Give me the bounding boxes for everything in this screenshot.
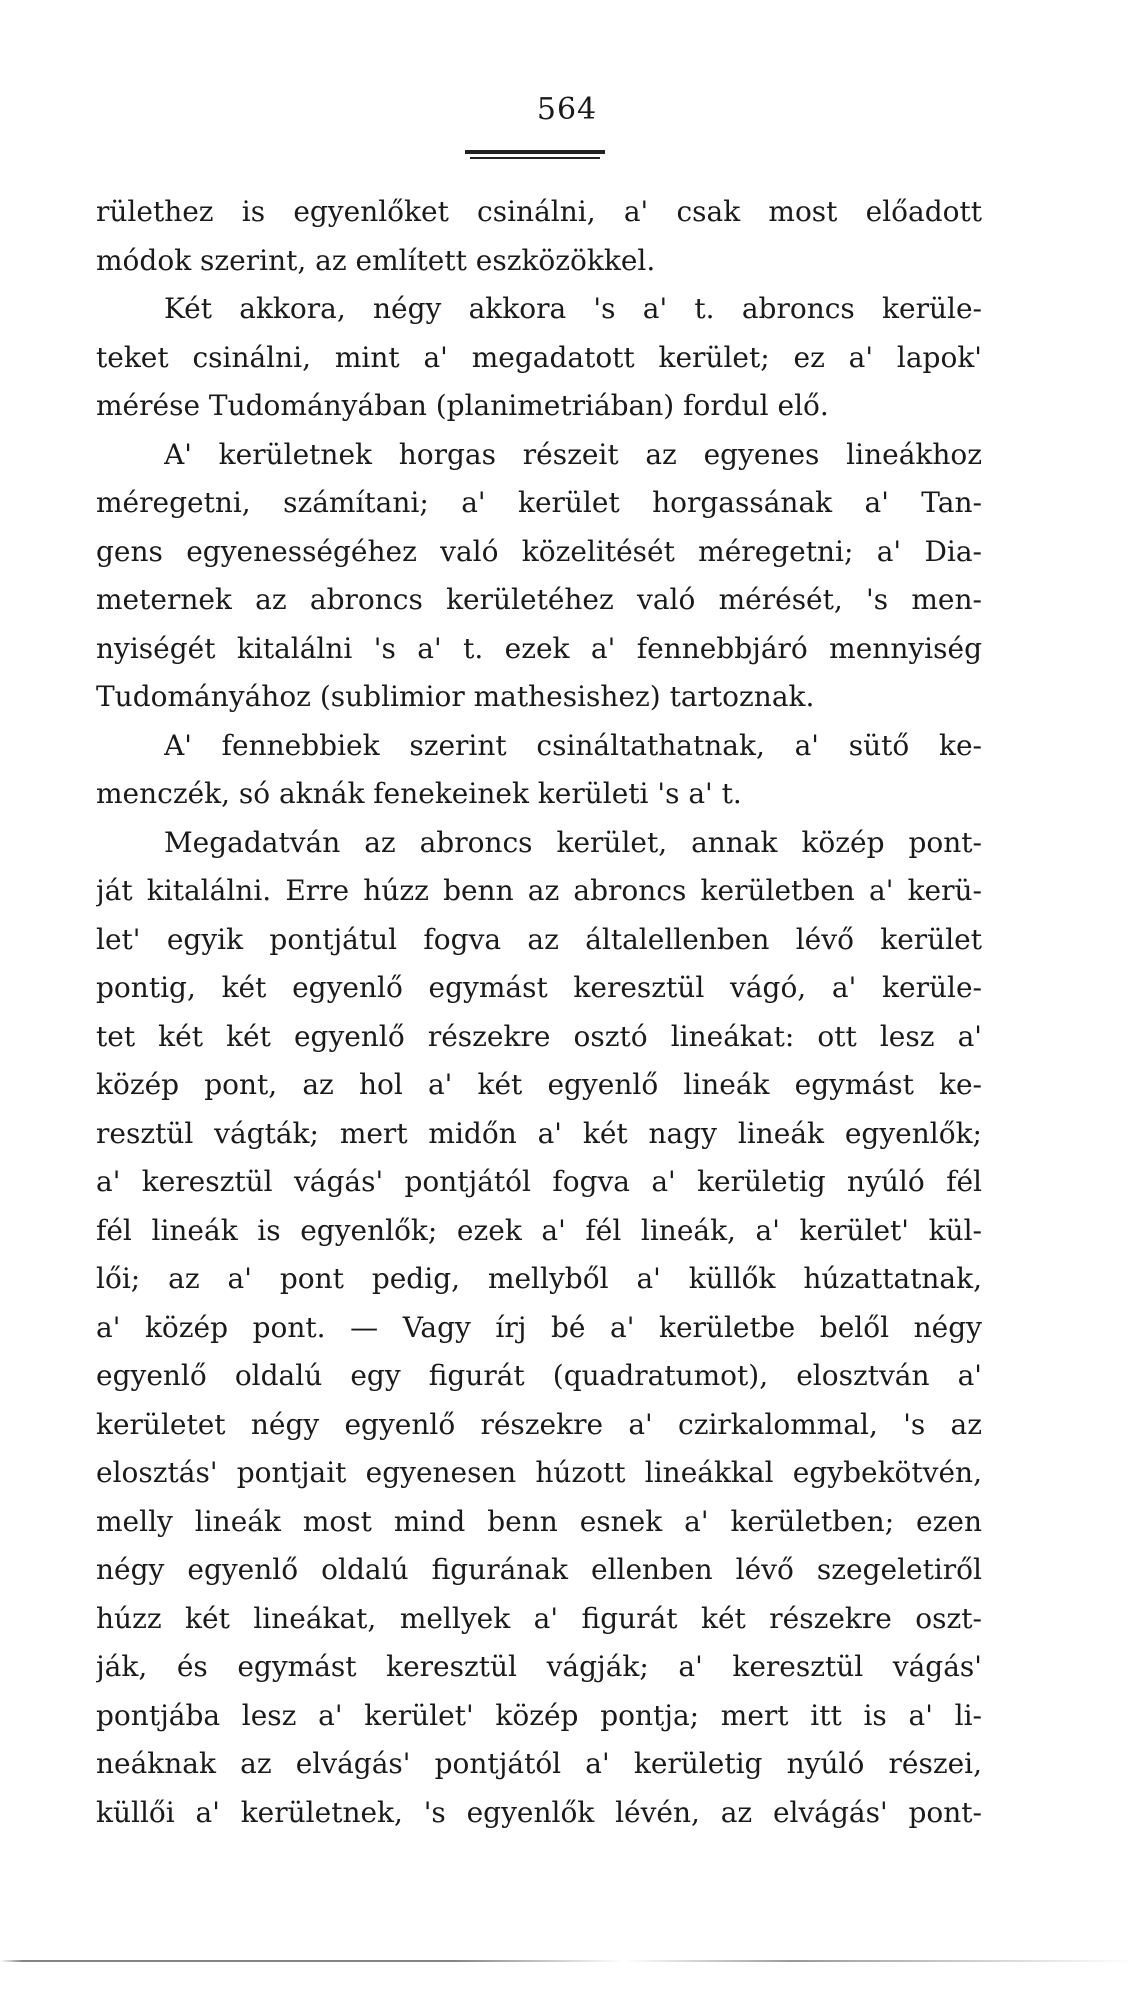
text-line	[96, 1498, 982, 1547]
text-line	[96, 1158, 982, 1207]
text-line	[96, 1643, 982, 1692]
text-line-content: egyenlő oldalú egy figurát (quadratumot), elosztván a'	[96, 1359, 982, 1392]
text-line	[96, 1255, 982, 1304]
text-line	[96, 237, 982, 286]
text-line	[96, 1595, 982, 1644]
text-line	[96, 382, 982, 431]
text-line-content: gens egyenességéhez való közelitését méregetni; a' Dia-	[96, 534, 982, 568]
text-line	[96, 964, 982, 1013]
text-line-content: rülethez is egyenlőket csinálni, a' csak most előadott	[96, 195, 982, 228]
text-line-content: fél lineák is egyenlők; ezek a' fél lineák, a' kerület' kül-	[96, 1213, 982, 1247]
text-line-content: kerületet négy egyenlő részekre a' czirkalommal, 's az	[96, 1407, 982, 1441]
text-line	[96, 1789, 982, 1838]
text-line-content: melly lineák most mind benn esnek a' kerületben; ezen	[96, 1504, 982, 1538]
text-line-content: pontig, két egyenlő egymást keresztül vágó, a' kerüle-	[96, 971, 982, 1004]
text-line-content: Két akkora, négy akkora 's a' t. abroncs kerüle-	[164, 292, 982, 325]
text-line-content: Megadatván az abroncs kerület, annak közép pont-	[164, 825, 982, 859]
text-line	[96, 188, 982, 237]
header-rule-thin	[470, 157, 600, 159]
text-line-content: a' keresztül vágás' pontjától fogva a' kerületig nyúló fél	[96, 1165, 982, 1198]
text-line-content: ják, és egymást keresztül vágják; a' keresztül vágás'	[96, 1650, 982, 1683]
text-line	[96, 867, 982, 916]
text-line-content: tet két két egyenlő részekre osztó lineákat: ott lesz a'	[96, 1019, 982, 1053]
text-line-content: közép pont, az hol a' két egyenlő lineák egymást ke-	[96, 1068, 982, 1101]
text-line-content: meternek az abroncs kerületéhez való mérését, 's men-	[96, 583, 982, 616]
body-text	[96, 188, 982, 1837]
text-line	[96, 819, 982, 868]
text-line	[96, 625, 982, 674]
page-edge-line	[0, 1960, 1134, 1962]
text-line	[96, 1546, 982, 1595]
text-line	[96, 722, 982, 771]
text-line-content: A' fennebbiek szerint csináltathatnak, a' sütő ke-	[164, 728, 982, 762]
text-line	[96, 1401, 982, 1450]
text-line-content: mérése Tudományában (planimetriában) fordul elő.	[96, 389, 829, 422]
text-line-content: a' közép pont. — Vagy írj bé a' kerületbe belől négy	[96, 1310, 982, 1344]
text-line	[96, 1449, 982, 1498]
text-line	[96, 1692, 982, 1741]
text-line	[96, 431, 982, 480]
text-line-content: menczék, só aknák fenekeinek kerületi 's a' t.	[96, 777, 742, 810]
text-line-content: neáknak az elvágás' pontjától a' kerületig nyúló részei,	[96, 1747, 982, 1780]
text-line	[96, 770, 982, 819]
text-line-content: pontjába lesz a' kerület' közép pontja; mert itt is a' li-	[96, 1698, 982, 1732]
text-line	[96, 1352, 982, 1401]
text-line-content: Tudományához (sublimior mathesishez) tartoznak.	[96, 680, 815, 713]
header-rule	[465, 150, 605, 154]
text-line-content: húzz két lineákat, mellyek a' figurát két részekre oszt-	[96, 1601, 982, 1635]
text-line	[96, 479, 982, 528]
text-line	[96, 285, 982, 334]
text-line	[96, 673, 982, 722]
text-line-content: ját kitalálni. Erre húzz benn az abroncs kerületben a' kerü-	[96, 874, 982, 907]
text-line	[96, 916, 982, 965]
text-line	[96, 1740, 982, 1789]
text-line	[96, 1061, 982, 1110]
text-line-content: let' egyik pontjátul fogva az általellenben lévő kerület	[96, 922, 982, 956]
text-line	[96, 1207, 982, 1256]
text-line	[96, 1304, 982, 1353]
text-line	[96, 528, 982, 577]
text-line-content: teket csinálni, mint a' megadatott kerület; ez a' lapok'	[96, 340, 982, 374]
text-line	[96, 334, 982, 383]
text-line-content: elosztás' pontjait egyenesen húzott lineákkal egybekötvén,	[96, 1456, 982, 1489]
text-line-content: küllői a' kerületnek, 's egyenlők lévén, az elvágás' pont-	[96, 1795, 982, 1829]
text-line-content: méregetni, számítani; a' kerület horgassának a' Tan-	[96, 486, 982, 519]
text-line	[96, 576, 982, 625]
text-line	[96, 1013, 982, 1062]
text-line-content: módok szerint, az említett eszközökkel.	[96, 243, 656, 277]
page-number: 564	[536, 92, 598, 127]
text-line-content: A' kerületnek horgas részeit az egyenes lineákhoz	[164, 437, 982, 471]
text-line-content: lői; az a' pont pedig, mellyből a' küllők húzattatnak,	[96, 1262, 982, 1295]
text-line-content: nyiségét kitalálni 's a' t. ezek a' fennebbjáró mennyiség	[96, 631, 982, 665]
text-line-content: négy egyenlő oldalú figurának ellenben lévő szegeletiről	[96, 1553, 982, 1586]
text-line-content: resztül vágták; mert midőn a' két nagy lineák egyenlők;	[96, 1116, 982, 1150]
text-line	[96, 1110, 982, 1159]
